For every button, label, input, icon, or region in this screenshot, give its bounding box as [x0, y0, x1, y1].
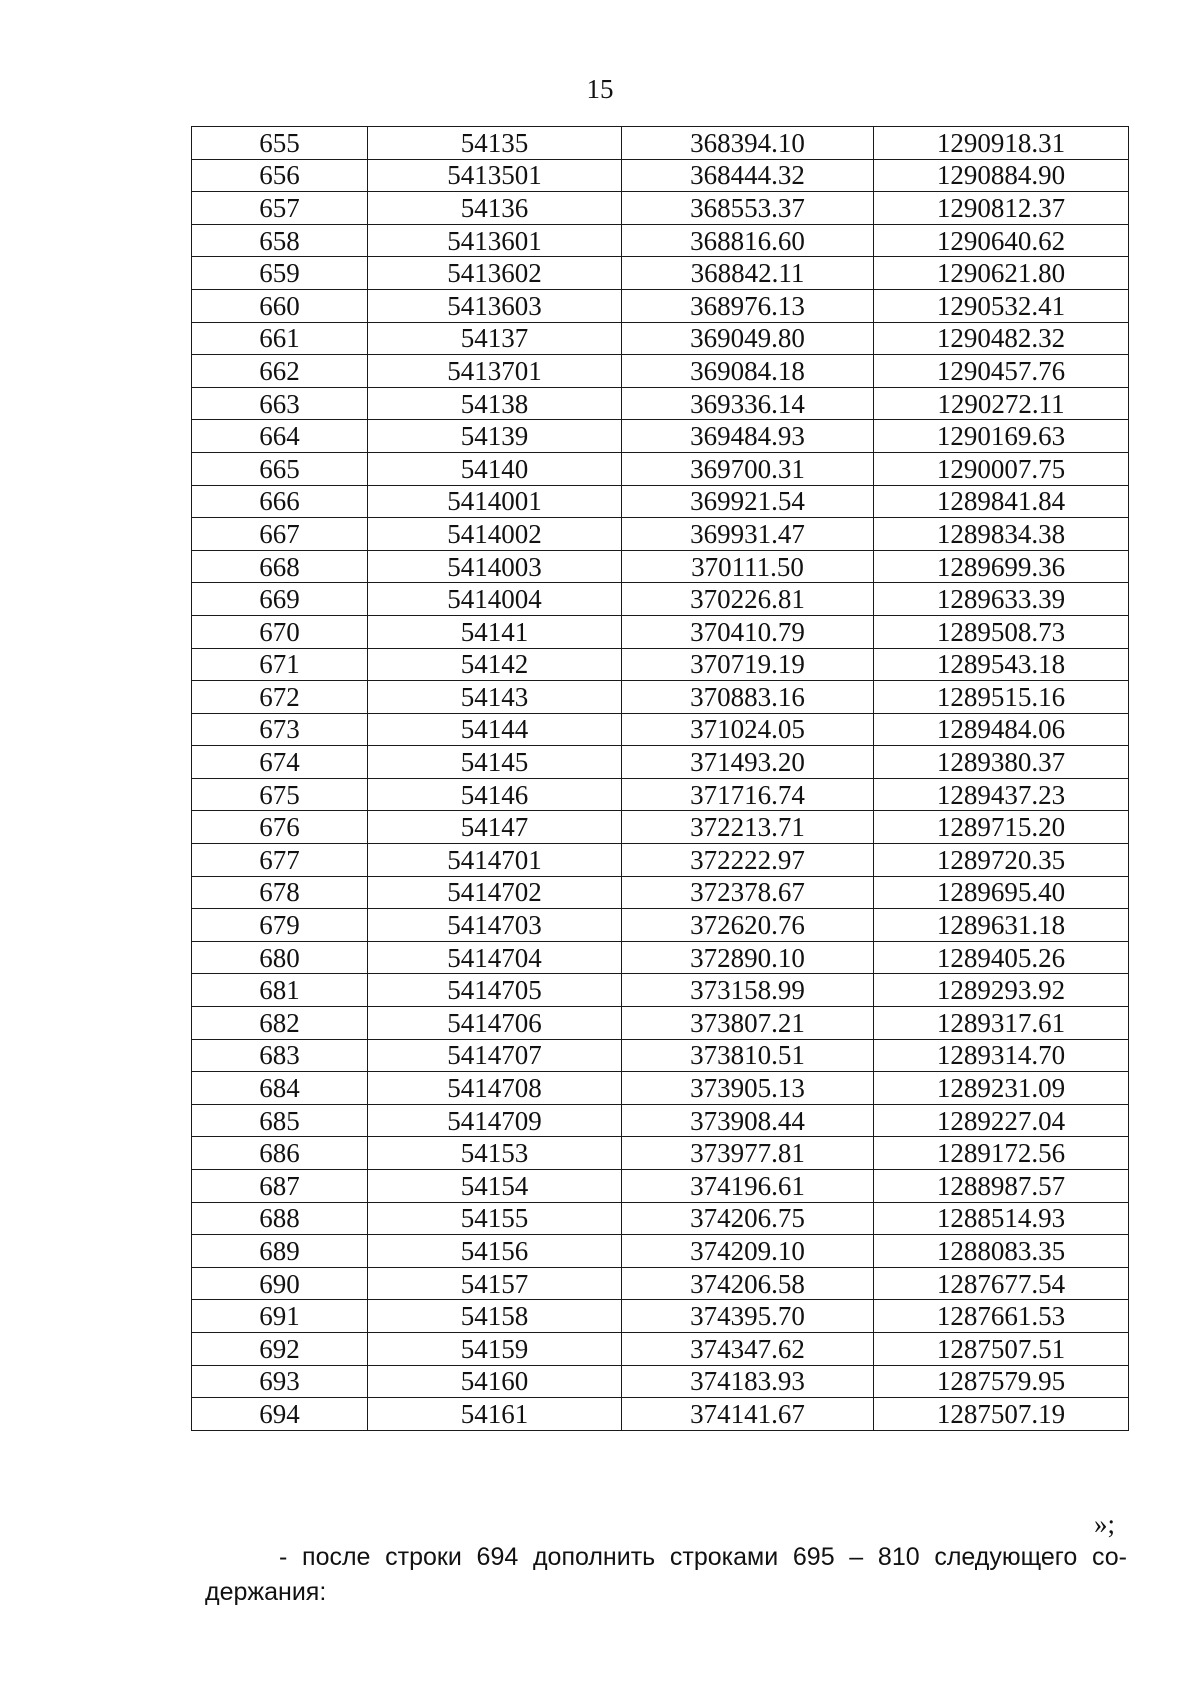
row-number-cell: 656 — [192, 159, 368, 192]
y-coordinate-cell: 1289543.18 — [874, 648, 1129, 681]
amendment-paragraph — [205, 1540, 1127, 1610]
point-id-cell: 5414001 — [368, 485, 622, 518]
point-id-cell: 5414703 — [368, 909, 622, 942]
row-number-cell: 668 — [192, 550, 368, 583]
point-id-cell: 5413501 — [368, 159, 622, 192]
y-coordinate-cell: 1289317.61 — [874, 1007, 1129, 1040]
point-id-cell: 5414704 — [368, 941, 622, 974]
point-id-cell: 54155 — [368, 1202, 622, 1235]
table-row — [192, 746, 1129, 779]
y-coordinate-cell: 1290532.41 — [874, 289, 1129, 322]
table-row — [192, 876, 1129, 909]
row-number-cell: 687 — [192, 1170, 368, 1203]
row-number-cell: 669 — [192, 583, 368, 616]
point-id-cell: 54159 — [368, 1332, 622, 1365]
row-number-cell: 662 — [192, 355, 368, 388]
point-id-cell: 5413602 — [368, 257, 622, 290]
y-coordinate-cell: 1288514.93 — [874, 1202, 1129, 1235]
point-id-cell: 5414701 — [368, 844, 622, 877]
point-id-cell: 54145 — [368, 746, 622, 779]
y-coordinate-cell: 1290621.80 — [874, 257, 1129, 290]
row-number-cell: 672 — [192, 681, 368, 714]
x-coordinate-cell: 370226.81 — [622, 583, 874, 616]
y-coordinate-cell: 1290457.76 — [874, 355, 1129, 388]
point-id-cell: 54161 — [368, 1398, 622, 1431]
table-row — [192, 518, 1129, 551]
y-coordinate-cell: 1287507.51 — [874, 1332, 1129, 1365]
x-coordinate-cell: 370719.19 — [622, 648, 874, 681]
y-coordinate-cell: 1290884.90 — [874, 159, 1129, 192]
row-number-cell: 660 — [192, 289, 368, 322]
table-row — [192, 1300, 1129, 1333]
row-number-cell: 692 — [192, 1332, 368, 1365]
row-number-cell: 683 — [192, 1039, 368, 1072]
row-number-cell: 674 — [192, 746, 368, 779]
y-coordinate-cell: 1289293.92 — [874, 974, 1129, 1007]
y-coordinate-cell: 1289631.18 — [874, 909, 1129, 942]
point-id-cell: 5413603 — [368, 289, 622, 322]
x-coordinate-cell: 369049.80 — [622, 322, 874, 355]
y-coordinate-cell: 1289633.39 — [874, 583, 1129, 616]
point-id-cell: 54154 — [368, 1170, 622, 1203]
x-coordinate-cell: 374206.58 — [622, 1267, 874, 1300]
point-id-cell: 5414709 — [368, 1104, 622, 1137]
row-number-cell: 663 — [192, 387, 368, 420]
row-number-cell: 676 — [192, 811, 368, 844]
paragraph-line-1: - после строки 694 дополнить строками 695 – 810 следующего со- — [279, 1543, 1127, 1571]
x-coordinate-cell: 369700.31 — [622, 452, 874, 485]
row-number-cell: 670 — [192, 615, 368, 648]
row-number-cell: 690 — [192, 1267, 368, 1300]
x-coordinate-cell: 369084.18 — [622, 355, 874, 388]
y-coordinate-cell: 1289720.35 — [874, 844, 1129, 877]
row-number-cell: 677 — [192, 844, 368, 877]
table-row — [192, 387, 1129, 420]
table-row — [192, 192, 1129, 225]
y-coordinate-cell: 1289231.09 — [874, 1072, 1129, 1105]
y-coordinate-cell: 1289227.04 — [874, 1104, 1129, 1137]
row-number-cell: 680 — [192, 941, 368, 974]
x-coordinate-cell: 371716.74 — [622, 778, 874, 811]
table-row — [192, 811, 1129, 844]
y-coordinate-cell: 1289172.56 — [874, 1137, 1129, 1170]
page-number: 15 — [586, 74, 614, 104]
x-coordinate-cell: 368816.60 — [622, 224, 874, 257]
point-id-cell: 54135 — [368, 127, 622, 160]
y-coordinate-cell: 1290482.32 — [874, 322, 1129, 355]
table-row — [192, 452, 1129, 485]
row-number-cell: 678 — [192, 876, 368, 909]
table-row — [192, 713, 1129, 746]
point-id-cell: 5414706 — [368, 1007, 622, 1040]
y-coordinate-cell: 1290640.62 — [874, 224, 1129, 257]
y-coordinate-cell: 1288987.57 — [874, 1170, 1129, 1203]
x-coordinate-cell: 371024.05 — [622, 713, 874, 746]
table-row — [192, 1332, 1129, 1365]
row-number-cell: 682 — [192, 1007, 368, 1040]
x-coordinate-cell: 368842.11 — [622, 257, 874, 290]
x-coordinate-cell: 368444.32 — [622, 159, 874, 192]
x-coordinate-cell: 374183.93 — [622, 1365, 874, 1398]
table-row — [192, 941, 1129, 974]
table-row — [192, 909, 1129, 942]
y-coordinate-cell: 1287579.95 — [874, 1365, 1129, 1398]
row-number-cell: 681 — [192, 974, 368, 1007]
x-coordinate-cell: 368976.13 — [622, 289, 874, 322]
table-row — [192, 778, 1129, 811]
x-coordinate-cell: 370111.50 — [622, 550, 874, 583]
point-id-cell: 5414004 — [368, 583, 622, 616]
y-coordinate-cell: 1287677.54 — [874, 1267, 1129, 1300]
y-coordinate-cell: 1289841.84 — [874, 485, 1129, 518]
table-row — [192, 1365, 1129, 1398]
row-number-cell: 665 — [192, 452, 368, 485]
table-row — [192, 844, 1129, 877]
row-number-cell: 684 — [192, 1072, 368, 1105]
y-coordinate-cell: 1289699.36 — [874, 550, 1129, 583]
x-coordinate-cell: 373807.21 — [622, 1007, 874, 1040]
y-coordinate-cell: 1290272.11 — [874, 387, 1129, 420]
x-coordinate-cell: 369931.47 — [622, 518, 874, 551]
x-coordinate-cell: 373158.99 — [622, 974, 874, 1007]
x-coordinate-cell: 370883.16 — [622, 681, 874, 714]
y-coordinate-cell: 1287507.19 — [874, 1398, 1129, 1431]
row-number-cell: 686 — [192, 1137, 368, 1170]
row-number-cell: 688 — [192, 1202, 368, 1235]
table-row — [192, 1072, 1129, 1105]
table-row — [192, 550, 1129, 583]
y-coordinate-cell: 1289405.26 — [874, 941, 1129, 974]
row-number-cell: 659 — [192, 257, 368, 290]
point-id-cell: 54157 — [368, 1267, 622, 1300]
point-id-cell: 54158 — [368, 1300, 622, 1333]
x-coordinate-cell: 369336.14 — [622, 387, 874, 420]
row-number-cell: 691 — [192, 1300, 368, 1333]
point-id-cell: 54136 — [368, 192, 622, 225]
point-id-cell: 5414002 — [368, 518, 622, 551]
y-coordinate-cell: 1289508.73 — [874, 615, 1129, 648]
row-number-cell: 685 — [192, 1104, 368, 1137]
row-number-cell: 667 — [192, 518, 368, 551]
table-row — [192, 322, 1129, 355]
x-coordinate-cell: 374196.61 — [622, 1170, 874, 1203]
y-coordinate-cell: 1289484.06 — [874, 713, 1129, 746]
y-coordinate-cell: 1289695.40 — [874, 876, 1129, 909]
x-coordinate-cell: 372222.97 — [622, 844, 874, 877]
table-row — [192, 257, 1129, 290]
point-id-cell: 5414708 — [368, 1072, 622, 1105]
point-id-cell: 54142 — [368, 648, 622, 681]
row-number-cell: 664 — [192, 420, 368, 453]
y-coordinate-cell: 1289314.70 — [874, 1039, 1129, 1072]
point-id-cell: 54140 — [368, 452, 622, 485]
paragraph-line-2: держания: — [205, 1578, 327, 1606]
x-coordinate-cell: 368553.37 — [622, 192, 874, 225]
row-number-cell: 673 — [192, 713, 368, 746]
row-number-cell: 671 — [192, 648, 368, 681]
table-row — [192, 159, 1129, 192]
y-coordinate-cell: 1289380.37 — [874, 746, 1129, 779]
y-coordinate-cell: 1287661.53 — [874, 1300, 1129, 1333]
table-row — [192, 355, 1129, 388]
table-row — [192, 583, 1129, 616]
x-coordinate-cell: 374347.62 — [622, 1332, 874, 1365]
x-coordinate-cell: 373977.81 — [622, 1137, 874, 1170]
y-coordinate-cell: 1289834.38 — [874, 518, 1129, 551]
y-coordinate-cell: 1290812.37 — [874, 192, 1129, 225]
y-coordinate-cell: 1290007.75 — [874, 452, 1129, 485]
y-coordinate-cell: 1290918.31 — [874, 127, 1129, 160]
table-row — [192, 1007, 1129, 1040]
x-coordinate-cell: 368394.10 — [622, 127, 874, 160]
y-coordinate-cell: 1288083.35 — [874, 1235, 1129, 1268]
point-id-cell: 54146 — [368, 778, 622, 811]
table-row — [192, 420, 1129, 453]
row-number-cell: 666 — [192, 485, 368, 518]
point-id-cell: 5414707 — [368, 1039, 622, 1072]
table-row — [192, 127, 1129, 160]
row-number-cell: 693 — [192, 1365, 368, 1398]
x-coordinate-cell: 373908.44 — [622, 1104, 874, 1137]
point-id-cell: 5414003 — [368, 550, 622, 583]
table-row — [192, 1398, 1129, 1431]
row-number-cell: 694 — [192, 1398, 368, 1431]
table-row — [192, 1235, 1129, 1268]
row-number-cell: 661 — [192, 322, 368, 355]
point-id-cell: 54138 — [368, 387, 622, 420]
point-id-cell: 5413701 — [368, 355, 622, 388]
table-row — [192, 1104, 1129, 1137]
table-row — [192, 224, 1129, 257]
row-number-cell: 655 — [192, 127, 368, 160]
x-coordinate-cell: 374209.10 — [622, 1235, 874, 1268]
point-id-cell: 54139 — [368, 420, 622, 453]
x-coordinate-cell: 372378.67 — [622, 876, 874, 909]
row-number-cell: 658 — [192, 224, 368, 257]
x-coordinate-cell: 372620.76 — [622, 909, 874, 942]
point-id-cell: 5414705 — [368, 974, 622, 1007]
point-id-cell: 5413601 — [368, 224, 622, 257]
point-id-cell: 54137 — [368, 322, 622, 355]
x-coordinate-cell: 370410.79 — [622, 615, 874, 648]
x-coordinate-cell: 374395.70 — [622, 1300, 874, 1333]
y-coordinate-cell: 1289437.23 — [874, 778, 1129, 811]
row-number-cell: 657 — [192, 192, 368, 225]
point-id-cell: 54156 — [368, 1235, 622, 1268]
x-coordinate-cell: 374206.75 — [622, 1202, 874, 1235]
point-id-cell: 54147 — [368, 811, 622, 844]
x-coordinate-cell: 369921.54 — [622, 485, 874, 518]
table-row — [192, 648, 1129, 681]
point-id-cell: 5414702 — [368, 876, 622, 909]
point-id-cell: 54141 — [368, 615, 622, 648]
table-row — [192, 1039, 1129, 1072]
row-number-cell: 679 — [192, 909, 368, 942]
y-coordinate-cell: 1289515.16 — [874, 681, 1129, 714]
x-coordinate-cell: 373810.51 — [622, 1039, 874, 1072]
y-coordinate-cell: 1290169.63 — [874, 420, 1129, 453]
point-id-cell: 54143 — [368, 681, 622, 714]
row-number-cell: 689 — [192, 1235, 368, 1268]
x-coordinate-cell: 372213.71 — [622, 811, 874, 844]
x-coordinate-cell: 373905.13 — [622, 1072, 874, 1105]
point-id-cell: 54144 — [368, 713, 622, 746]
x-coordinate-cell: 372890.10 — [622, 941, 874, 974]
table-row — [192, 615, 1129, 648]
table-row — [192, 289, 1129, 322]
table-row — [192, 485, 1129, 518]
point-id-cell: 54153 — [368, 1137, 622, 1170]
table-row — [192, 1267, 1129, 1300]
closing-quote: »; — [1094, 1509, 1116, 1539]
table-row — [192, 681, 1129, 714]
x-coordinate-cell: 369484.93 — [622, 420, 874, 453]
y-coordinate-cell: 1289715.20 — [874, 811, 1129, 844]
table-row — [192, 1170, 1129, 1203]
x-coordinate-cell: 371493.20 — [622, 746, 874, 779]
point-id-cell: 54160 — [368, 1365, 622, 1398]
row-number-cell: 675 — [192, 778, 368, 811]
table-body — [192, 127, 1129, 1431]
coordinates-table — [191, 126, 1129, 1431]
table-row — [192, 1202, 1129, 1235]
table-row — [192, 1137, 1129, 1170]
x-coordinate-cell: 374141.67 — [622, 1398, 874, 1431]
table-row — [192, 974, 1129, 1007]
